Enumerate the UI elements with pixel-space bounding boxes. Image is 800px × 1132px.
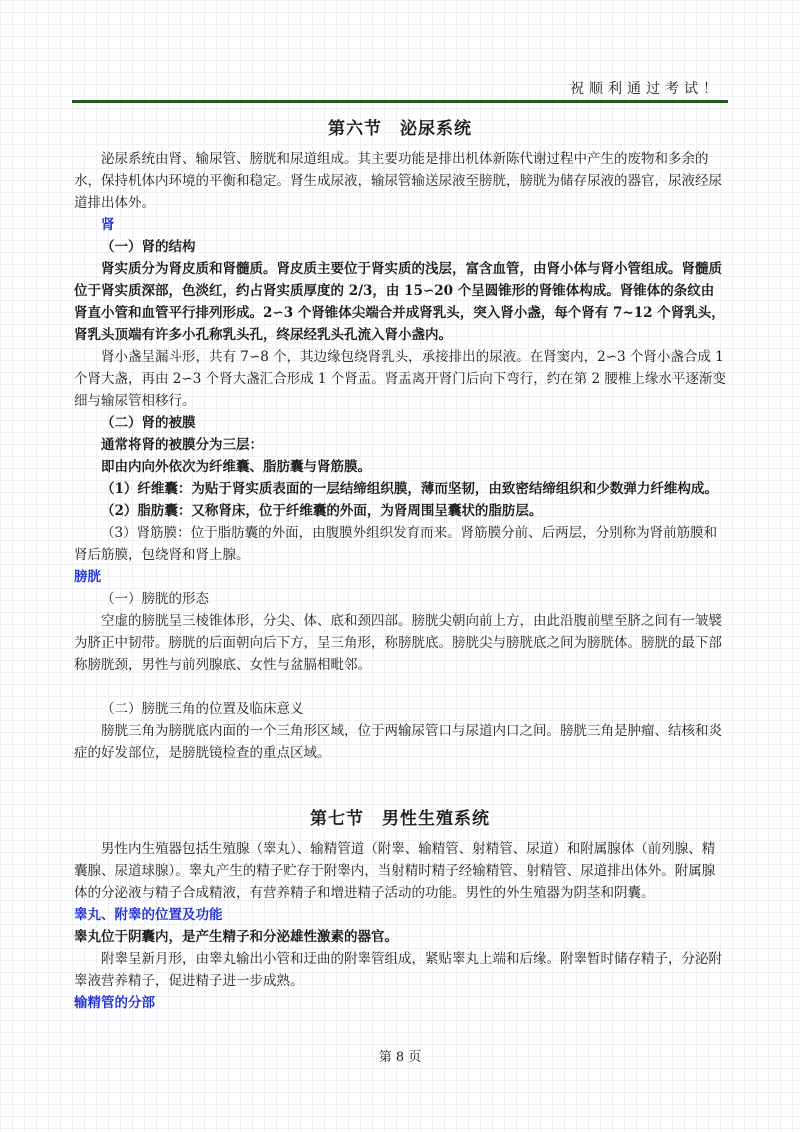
testis-heading: 睾丸、附睾的位置及功能	[74, 907, 223, 923]
capsule-item-fat: （2）脂肪囊：又称肾床，位于纤维囊的外面，为肾周围呈囊状的脂肪层。	[101, 503, 543, 519]
section-6-intro: 泌尿系统由肾、输尿管、膀胱和尿道组成。其主要功能是排出机体新陈代谢过程中产生的废物和多余的水，保持机体内环境的平衡和稳定。肾生成尿液，输尿管输送尿液至膀胱，膀胱为储存尿液的器官，尿液经尿道排出体外。	[74, 151, 722, 211]
kidney-capsule-line-2: 即由内向外依次为纤维囊、脂肪囊与肾筋膜。	[101, 459, 371, 475]
section-7-intro: 男性内生殖器包括生殖腺（睾丸）、输精管道（附睾、输精管、射精管、尿道）和附属腺体（前列腺、精囊腺、尿道球腺）。睾丸产生的精子贮存于附睾内，当射精时精子经输精管、射精管、尿道排出体外。附属腺体的分泌液与精子合成精液，有营养精子和增进精子活动的功能。男性的外生殖器为阴茎和阴囊。	[74, 841, 716, 901]
section-6-title: 第六节 泌尿系统	[328, 119, 472, 139]
kidney-structure-subheading: （一）肾的结构	[101, 239, 196, 255]
page-content	[74, 112, 726, 1014]
kidney-structure-bold-paragraph: 肾实质分为肾皮质和肾髓质。肾皮质主要位于肾实质的浅层，富含血管，由肾小体与肾小管组成。肾髓质位于肾实质深部，色淡红，约占肾实质厚度的 2/3，由 15∽20 个呈圆锥形的肾锥体构成。肾锥体的条纹由肾直小管和血管平行排列形成。2∽3 个肾锥体尖端合并成肾乳头，突入肾小盏，每个肾有 7~12 个肾乳头，肾乳头顶端有许多小孔称乳头孔，终尿经乳头孔流入肾小盏内。	[74, 261, 725, 343]
bladder-shape-paragraph: 空虚的膀胱呈三棱锥体形，分尖、体、底和颈四部。膀胱尖朝向前上方，由此沿腹前壁至脐之间有一皱襞为脐正中韧带。膀胱的后面朝向后下方，呈三角形，称膀胱底。膀胱尖与膀胱底之间为膀胱体。膀胱的最下部称膀胱颈，男性与前列腺底、女性与盆膈相毗邻。	[74, 613, 722, 673]
capsule-item-fibrous: （1）纤维囊：为贴于肾实质表面的一层结缔组织膜，薄而坚韧，由致密结缔组织和少数弹力纤维构成。	[101, 481, 718, 497]
header-rule	[72, 100, 728, 103]
vas-deferens-heading: 输精管的分部	[74, 995, 155, 1011]
section-7-title: 第七节 男性生殖系统	[310, 809, 490, 829]
bladder-heading: 膀胱	[74, 569, 101, 585]
epididymis-paragraph: 附睾呈新月形，由睾丸输出小管和迂曲的附睾管组成，紧贴睾丸上端和后缘。附睾暂时储存精子，分泌附睾液营养精子，促进精子进一步成熟。	[74, 951, 722, 989]
kidney-capsule-subheading: （二）肾的被膜	[101, 415, 196, 431]
kidney-calyx-paragraph: 肾小盏呈漏斗形，共有 7∽8 个，其边缘包绕肾乳头，承接排出的尿液。在肾窦内，2∽3 个肾小盏合成 1 个肾大盏，再由 2∽3 个肾大盏汇合形成 1 个肾盂。肾盂离开肾门后向下弯行，约在第 2 腰椎上缘水平逐渐变细与输尿管相移行。	[74, 349, 726, 409]
header-text: 祝顺利通过考试！	[570, 81, 722, 97]
bladder-trigone-paragraph: 膀胱三角为膀胱底内面的一个三角形区域，位于两输尿管口与尿道内口之间。膀胱三角是肿瘤、结核和炎症的好发部位，是膀胱镜检查的重点区域。	[74, 723, 722, 761]
testis-bold-line: 睾丸位于阴囊内，是产生精子和分泌雄性激素的器官。	[74, 929, 398, 945]
capsule-item-fascia: （3）肾筋膜：位于脂肪囊的外面，由腹膜外组织发育而来。肾筋膜分前、后两层，分别称为肾前筋膜和肾后筋膜，包绕肾和肾上腺。	[74, 525, 718, 563]
bladder-shape-subheading: （一）膀胱的形态	[101, 591, 209, 607]
kidney-capsule-line-1: 通常将肾的被膜分为三层：	[101, 437, 263, 453]
bladder-trigone-subheading: （二）膀胱三角的位置及临床意义	[101, 701, 304, 717]
page-number: 第 8 页	[378, 1050, 422, 1065]
kidney-heading: 肾	[101, 217, 115, 233]
